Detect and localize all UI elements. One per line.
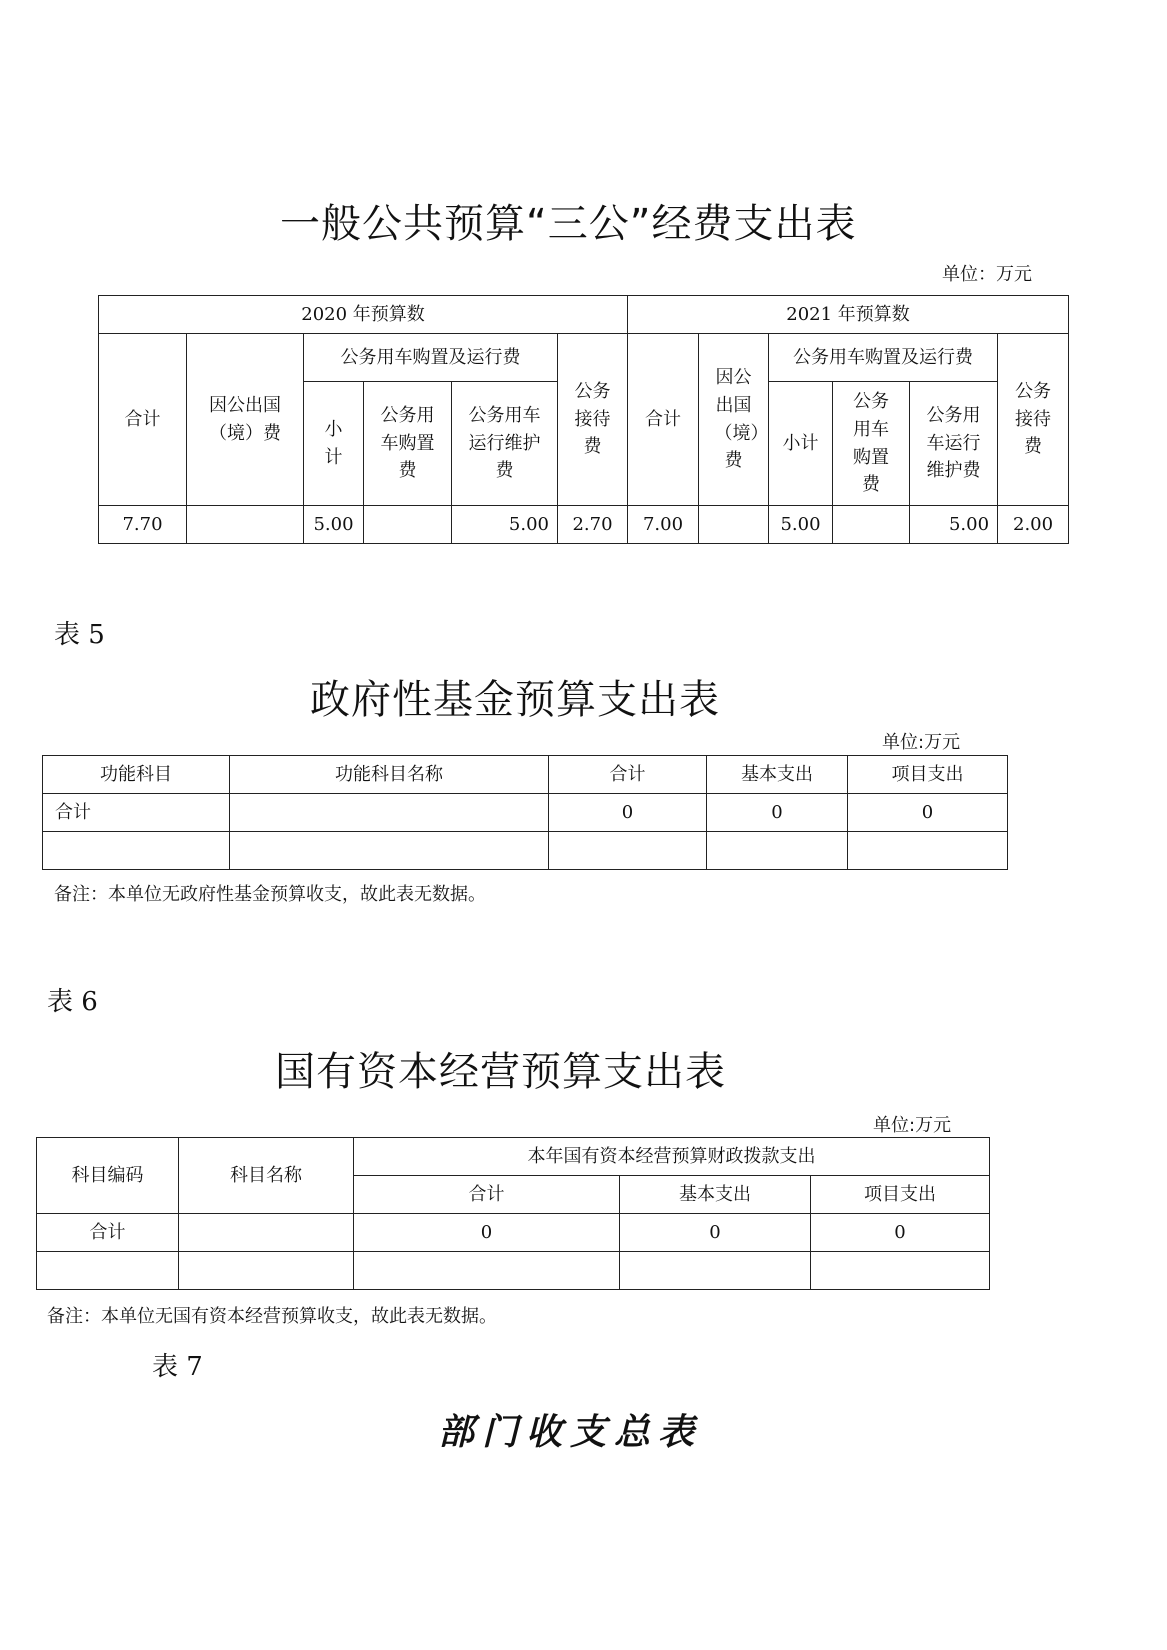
fund-cell: 0 <box>549 794 707 832</box>
capital-cell <box>620 1252 811 1290</box>
cell-total-2021: 7.00 <box>628 506 699 544</box>
header-car-purchase-2020: 公务用车购置费 <box>364 382 452 506</box>
capital-cell <box>811 1252 990 1290</box>
capital-note: 备注：本单位无国有资本经营预算收支，故此表无数据。 <box>47 1306 497 1327</box>
cell-reception-2021: 2.00 <box>998 506 1069 544</box>
capital-header-name: 科目名称 <box>179 1138 354 1214</box>
capital-header-project: 项目支出 <box>811 1176 990 1214</box>
table6-label: 表 6 <box>47 987 98 1017</box>
cell-total-2020: 7.70 <box>99 506 187 544</box>
cell-abroad-2021 <box>699 506 769 544</box>
fund-title: 政府性基金预算支出表 <box>310 677 720 723</box>
state-capital-table <box>36 1137 990 1290</box>
sangong-title: 一般公共预算“三公”经费支出表 <box>280 201 857 247</box>
header-abroad-2020: 因公出国（境）费 <box>187 334 304 506</box>
capital-cell <box>179 1214 354 1252</box>
cell-car-run-2020: 5.00 <box>452 506 558 544</box>
capital-header-code: 科目编码 <box>37 1138 179 1214</box>
header-subtotal-2021: 小计 <box>769 382 833 506</box>
fund-cell: 合计 <box>43 794 230 832</box>
cell-car-run-2021: 5.00 <box>910 506 998 544</box>
fund-unit: 单位:万元 <box>882 732 961 753</box>
fund-header-project: 项目支出 <box>848 756 1008 794</box>
fund-table <box>42 755 1008 870</box>
fund-cell <box>230 794 549 832</box>
cell-reception-2020: 2.70 <box>558 506 628 544</box>
cell-car-purchase-2021 <box>833 506 910 544</box>
header-reception-2021: 公务接待费 <box>998 334 1069 506</box>
dept-summary-title: 部门收支总表 <box>438 1411 703 1453</box>
fund-cell <box>707 832 848 870</box>
sangong-unit: 单位：万元 <box>942 264 1032 285</box>
capital-header-total: 合计 <box>354 1176 620 1214</box>
fund-cell <box>549 832 707 870</box>
header-car-group-2021: 公务用车购置及运行费 <box>769 334 998 382</box>
header-abroad-2021: 因公出国（境）费 <box>699 334 769 506</box>
table-row <box>37 1214 990 1252</box>
fund-note: 备注：本单位无政府性基金预算收支，故此表无数据。 <box>54 884 486 905</box>
header-2021: 2021 年预算数 <box>628 296 1069 334</box>
capital-cell <box>354 1252 620 1290</box>
table-row <box>43 832 1008 870</box>
fund-cell: 0 <box>848 794 1008 832</box>
table7-label: 表 7 <box>152 1352 203 1382</box>
capital-cell: 合计 <box>37 1214 179 1252</box>
fund-header-code: 功能科目 <box>43 756 230 794</box>
header-car-run-2021: 公务用车运行维护费 <box>910 382 998 506</box>
sangong-table <box>98 295 1069 544</box>
state-capital-title: 国有资本经营预算支出表 <box>275 1049 726 1095</box>
header-2020: 2020 年预算数 <box>99 296 628 334</box>
fund-header-total: 合计 <box>549 756 707 794</box>
fund-cell <box>230 832 549 870</box>
capital-cell: 0 <box>354 1214 620 1252</box>
capital-header-group: 本年国有资本经营预算财政拨款支出 <box>354 1138 990 1176</box>
fund-cell: 0 <box>707 794 848 832</box>
cell-subtotal-2020: 5.00 <box>304 506 364 544</box>
table-row <box>43 794 1008 832</box>
capital-header-basic: 基本支出 <box>620 1176 811 1214</box>
fund-header-name: 功能科目名称 <box>230 756 549 794</box>
fund-header-basic: 基本支出 <box>707 756 848 794</box>
cell-car-purchase-2020 <box>364 506 452 544</box>
fund-cell <box>848 832 1008 870</box>
capital-cell: 0 <box>811 1214 990 1252</box>
capital-cell <box>37 1252 179 1290</box>
header-reception-2020: 公务接待费 <box>558 334 628 506</box>
header-car-group-2020: 公务用车购置及运行费 <box>304 334 558 382</box>
header-total-2020: 合计 <box>99 334 187 506</box>
header-total-2021: 合计 <box>628 334 699 506</box>
cell-subtotal-2021: 5.00 <box>769 506 833 544</box>
capital-cell: 0 <box>620 1214 811 1252</box>
fund-cell <box>43 832 230 870</box>
table-row <box>37 1252 990 1290</box>
header-car-run-2020: 公务用车运行维护费 <box>452 382 558 506</box>
header-subtotal-2020: 小计 <box>304 382 364 506</box>
table5-label: 表 5 <box>54 620 105 650</box>
table-row <box>99 506 1069 544</box>
cell-abroad-2020 <box>187 506 304 544</box>
header-car-purchase-2021: 公务用车购置费 <box>833 382 910 506</box>
state-capital-unit: 单位:万元 <box>873 1115 952 1136</box>
capital-cell <box>179 1252 354 1290</box>
